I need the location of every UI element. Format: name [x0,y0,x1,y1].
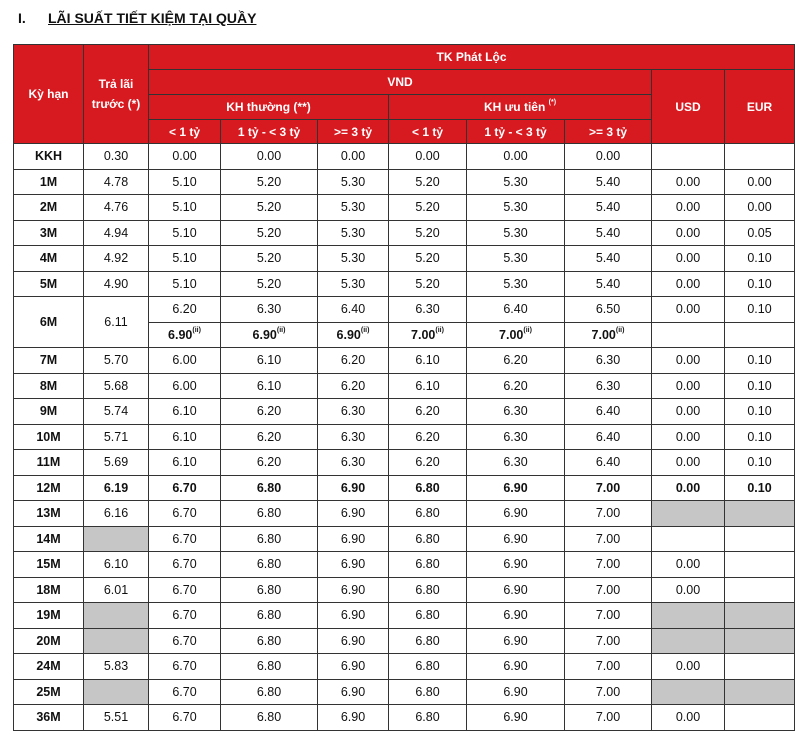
priority-footnote-mark: (*) [548,99,557,106]
section-heading [18,10,256,26]
rate-cell: 6.90 [467,501,565,527]
prepaid-cell: 6.16 [84,501,149,527]
rate-cell: 6.30 [318,450,389,476]
table-row [14,348,795,374]
usd-cell [652,628,725,654]
rate-cell: 5.30 [467,246,565,272]
eur-cell: 0.10 [725,475,795,501]
usd-cell [652,679,725,705]
rate-cell: 6.90 [318,679,389,705]
rate-cell: 6.90 [318,628,389,654]
rate-cell: 6.90 [318,475,389,501]
rate-cell: 6.40 [565,450,652,476]
usd-cell: 0.00 [652,169,725,195]
rate-cell: 6.80 [389,526,467,552]
prepaid-cell [84,603,149,629]
term-cell: 36M [14,705,84,731]
promo-rate-value: 6.90 [336,327,361,342]
prepaid-cell: 4.76 [84,195,149,221]
rate-cell: 6.80 [221,705,318,731]
eur-cell [725,552,795,578]
usd-cell [652,526,725,552]
rate-cell: 5.20 [389,246,467,272]
prepaid-cell: 5.70 [84,348,149,374]
vnd-header: VND [149,70,652,95]
eur-cell: 0.10 [725,399,795,425]
rate-cell: 6.80 [389,705,467,731]
rate-cell: 6.40 [467,297,565,323]
eur-cell [725,144,795,170]
promo-rate-cell [318,322,389,348]
rate-cell: 6.80 [389,475,467,501]
usd-cell: 0.00 [652,246,725,272]
prepaid-cell: 0.30 [84,144,149,170]
rate-cell: 6.90 [318,603,389,629]
term-cell: 3M [14,220,84,246]
rate-cell: 6.90 [467,552,565,578]
eur-cell: 0.10 [725,373,795,399]
rate-cell: 6.20 [467,373,565,399]
eur-cell: 0.00 [725,169,795,195]
rate-cell: 5.30 [467,195,565,221]
eur-cell [725,322,795,348]
rate-cell: 5.10 [149,169,221,195]
rate-body [14,144,795,731]
rate-cell: 6.20 [389,450,467,476]
rate-cell: 5.30 [467,271,565,297]
promo-rate-cell [149,322,221,348]
table-row [14,246,795,272]
rate-cell: 6.80 [221,603,318,629]
promo-footnote-mark: (ii) [523,326,532,334]
usd-cell: 0.00 [652,475,725,501]
rate-cell: 6.80 [389,603,467,629]
rate-cell: 6.90 [318,654,389,680]
rate-cell: 7.00 [565,679,652,705]
usd-cell: 0.00 [652,552,725,578]
eur-cell: 0.10 [725,450,795,476]
rate-cell: 5.20 [221,246,318,272]
rate-cell: 6.30 [467,399,565,425]
rate-cell: 5.10 [149,246,221,272]
promo-footnote-mark: (ii) [360,326,370,334]
rate-cell: 6.70 [149,475,221,501]
rate-cell: 6.20 [389,399,467,425]
table-row [14,169,795,195]
savings-rate-table [13,44,795,731]
term-cell: 5M [14,271,84,297]
table-row [14,475,795,501]
eur-cell: 0.00 [725,195,795,221]
rate-cell: 5.20 [389,169,467,195]
usd-cell [652,603,725,629]
eur-cell [725,577,795,603]
rate-cell: 6.80 [389,654,467,680]
term-cell: 12M [14,475,84,501]
rate-cell: 7.00 [565,475,652,501]
rate-cell: 7.00 [565,501,652,527]
rate-cell: 6.50 [565,297,652,323]
rate-cell: 6.70 [149,628,221,654]
prepaid-cell [84,679,149,705]
table-row [14,220,795,246]
promo-rate-cell [565,322,652,348]
usd-cell: 0.00 [652,297,725,323]
table-row [14,297,795,323]
usd-cell: 0.00 [652,577,725,603]
rate-cell: 5.30 [318,195,389,221]
tier-header: >= 3 tỷ [318,120,389,144]
table-row [14,577,795,603]
rate-cell: 6.70 [149,705,221,731]
table-row [14,654,795,680]
rate-cell: 6.10 [389,348,467,374]
rate-cell: 6.30 [565,373,652,399]
product-header: TK Phát Lộc [149,45,795,70]
term-cell: 1M [14,169,84,195]
tier-header: < 1 tỷ [389,120,467,144]
prepaid-cell: 5.83 [84,654,149,680]
rate-cell: 5.30 [467,169,565,195]
rate-cell: 5.40 [565,246,652,272]
rate-cell: 6.00 [149,348,221,374]
rate-cell: 6.30 [565,348,652,374]
section-number: I. [18,10,26,26]
rate-cell: 6.80 [389,552,467,578]
term-cell: 7M [14,348,84,374]
rate-cell: 6.70 [149,577,221,603]
eur-cell: 0.10 [725,348,795,374]
term-cell: 11M [14,450,84,476]
rate-cell: 6.10 [221,373,318,399]
rate-cell: 6.80 [221,552,318,578]
rate-cell: 5.20 [221,220,318,246]
rate-cell: 5.10 [149,220,221,246]
rate-cell: 6.20 [149,297,221,323]
usd-cell: 0.00 [652,220,725,246]
promo-footnote-mark: (ii) [192,326,201,334]
tier-header: >= 3 tỷ [565,120,652,144]
table-row [14,705,795,731]
table-row [14,552,795,578]
rate-cell: 6.00 [149,373,221,399]
promo-footnote-mark: (ii) [276,326,286,334]
tier-header: 1 tỷ - < 3 tỷ [221,120,318,144]
table-row [14,424,795,450]
rate-cell: 6.70 [149,654,221,680]
rate-cell: 5.30 [318,246,389,272]
table-row [14,144,795,170]
term-cell: 20M [14,628,84,654]
rate-cell: 6.30 [467,450,565,476]
rate-cell: 6.90 [318,501,389,527]
rate-cell: 6.10 [389,373,467,399]
prepaid-cell: 6.01 [84,577,149,603]
usd-cell: 0.00 [652,271,725,297]
usd-cell [652,501,725,527]
promo-rate-value: 6.90 [252,327,277,342]
promo-footnote-mark: (ii) [435,326,444,334]
rate-cell: 6.20 [318,348,389,374]
rate-cell: 6.80 [389,577,467,603]
rate-cell: 6.90 [467,475,565,501]
rate-cell: 0.00 [389,144,467,170]
prepaid-cell: 5.51 [84,705,149,731]
rate-cell: 5.20 [221,169,318,195]
rate-cell: 6.70 [149,603,221,629]
promo-rate-value: 6.90 [168,327,193,342]
rate-cell: 5.30 [467,220,565,246]
rate-cell: 0.00 [221,144,318,170]
rate-cell: 6.40 [565,424,652,450]
rate-cell: 6.80 [221,475,318,501]
term-cell: 13M [14,501,84,527]
prepaid-cell: 5.74 [84,399,149,425]
rate-cell: 5.20 [389,220,467,246]
rate-cell: 6.20 [221,424,318,450]
rate-cell: 7.00 [565,705,652,731]
eur-cell: 0.10 [725,271,795,297]
table-row [14,271,795,297]
rate-cell: 5.30 [318,271,389,297]
term-cell: KKH [14,144,84,170]
eur-cell: 0.10 [725,424,795,450]
promo-rate-value: 7.00 [499,327,524,342]
prepaid-cell: 6.19 [84,475,149,501]
usd-cell [652,144,725,170]
rate-cell: 7.00 [565,577,652,603]
table-row [14,195,795,221]
term-cell: 9M [14,399,84,425]
rate-cell: 0.00 [565,144,652,170]
section-title: LÃI SUẤT TIẾT KIỆM TẠI QUẦY [48,10,257,26]
rate-cell: 0.00 [149,144,221,170]
eur-cell [725,705,795,731]
eur-cell [725,501,795,527]
tier-header: 1 tỷ - < 3 tỷ [467,120,565,144]
rate-cell: 0.00 [318,144,389,170]
rate-cell: 5.10 [149,271,221,297]
rate-cell: 6.20 [318,373,389,399]
eur-cell: 0.10 [725,246,795,272]
rate-cell: 7.00 [565,552,652,578]
table-row [14,450,795,476]
usd-cell: 0.00 [652,424,725,450]
rate-cell: 6.90 [467,526,565,552]
rate-cell: 6.80 [221,526,318,552]
rate-cell: 6.90 [318,705,389,731]
tier-header: < 1 tỷ [149,120,221,144]
prepaid-cell: 4.94 [84,220,149,246]
prepaid-cell: 5.71 [84,424,149,450]
usd-cell: 0.00 [652,450,725,476]
prepaid-cell: 4.78 [84,169,149,195]
rate-cell: 7.00 [565,526,652,552]
usd-cell [652,322,725,348]
prepaid-cell: 6.10 [84,552,149,578]
term-cell: 4M [14,246,84,272]
eur-cell [725,526,795,552]
usd-cell: 0.00 [652,654,725,680]
rate-cell: 6.40 [318,297,389,323]
rate-cell: 6.30 [389,297,467,323]
term-cell: 10M [14,424,84,450]
table-row [14,679,795,705]
promo-rate-cell [467,322,565,348]
rate-cell: 6.80 [389,679,467,705]
prepaid-cell: 5.68 [84,373,149,399]
rate-cell: 5.40 [565,169,652,195]
rate-cell: 6.20 [221,399,318,425]
rate-cell: 5.20 [221,195,318,221]
rate-cell: 5.40 [565,220,652,246]
rate-cell: 6.80 [221,501,318,527]
usd-cell: 0.00 [652,705,725,731]
rate-cell: 5.40 [565,195,652,221]
eur-cell [725,654,795,680]
rate-cell: 6.80 [221,654,318,680]
rate-cell: 6.80 [389,628,467,654]
priority-customer-header [389,95,652,120]
usd-cell: 0.00 [652,195,725,221]
table-row [14,628,795,654]
prepaid-cell: 4.90 [84,271,149,297]
rate-cell: 6.90 [467,628,565,654]
rate-cell: 5.30 [318,169,389,195]
table-row [14,603,795,629]
term-cell: 14M [14,526,84,552]
rate-cell: 6.20 [221,450,318,476]
rate-cell: 5.20 [389,271,467,297]
rate-cell: 6.80 [389,501,467,527]
rate-cell: 6.90 [467,577,565,603]
rate-cell: 6.30 [467,424,565,450]
rate-cell: 6.10 [149,399,221,425]
term-cell: 8M [14,373,84,399]
promo-rate-value: 7.00 [591,327,616,342]
table-row [14,526,795,552]
rate-cell: 5.10 [149,195,221,221]
rate-cell: 5.40 [565,271,652,297]
rate-cell: 6.10 [149,450,221,476]
eur-cell [725,603,795,629]
rate-cell: 6.10 [149,424,221,450]
term-cell: 2M [14,195,84,221]
rate-cell: 6.90 [467,679,565,705]
table-row [14,373,795,399]
rate-cell: 0.00 [467,144,565,170]
rate-cell: 6.10 [221,348,318,374]
table-row [14,399,795,425]
priority-customer-label: KH ưu tiên [483,100,546,114]
promo-rate-value: 7.00 [411,327,436,342]
prepaid-cell: 6.11 [84,297,149,348]
rate-cell: 6.30 [221,297,318,323]
rate-cell: 5.30 [318,220,389,246]
rate-cell: 6.90 [318,577,389,603]
eur-cell [725,679,795,705]
prepaid-cell [84,526,149,552]
rate-cell: 6.70 [149,679,221,705]
eur-cell: 0.10 [725,297,795,323]
eur-header: EUR [725,70,795,144]
rate-cell: 6.70 [149,501,221,527]
rate-cell: 6.80 [221,679,318,705]
usd-cell: 0.00 [652,373,725,399]
rate-cell: 5.20 [221,271,318,297]
term-cell: 19M [14,603,84,629]
rate-cell: 7.00 [565,628,652,654]
promo-footnote-mark: (ii) [615,326,625,334]
rate-cell: 6.20 [389,424,467,450]
rate-cell: 6.30 [318,399,389,425]
rate-cell: 6.80 [221,577,318,603]
term-cell: 24M [14,654,84,680]
rate-cell: 6.70 [149,526,221,552]
prepaid-header: Trả lãi trước (*) [84,45,149,144]
usd-header: USD [652,70,725,144]
table-row [14,501,795,527]
term-cell: 15M [14,552,84,578]
rate-cell: 6.90 [318,526,389,552]
rate-cell: 6.30 [318,424,389,450]
term-cell: 18M [14,577,84,603]
rate-cell: 6.70 [149,552,221,578]
rate-cell: 6.90 [467,603,565,629]
eur-cell [725,628,795,654]
usd-cell: 0.00 [652,348,725,374]
regular-customer-header: KH thường (**) [149,95,389,120]
rate-cell: 6.90 [467,705,565,731]
usd-cell: 0.00 [652,399,725,425]
promo-rate-cell [389,322,467,348]
rate-cell: 6.20 [467,348,565,374]
rate-cell: 5.20 [389,195,467,221]
rate-cell: 6.90 [467,654,565,680]
prepaid-cell: 5.69 [84,450,149,476]
rate-cell: 6.40 [565,399,652,425]
term-cell: 6M [14,297,84,348]
term-header: Kỳ hạn [14,45,84,144]
prepaid-cell: 4.92 [84,246,149,272]
eur-cell: 0.05 [725,220,795,246]
rate-cell: 7.00 [565,603,652,629]
term-cell: 25M [14,679,84,705]
rate-cell: 6.90 [318,552,389,578]
promo-rate-cell [221,322,318,348]
rate-cell: 7.00 [565,654,652,680]
rate-cell: 6.80 [221,628,318,654]
prepaid-cell [84,628,149,654]
